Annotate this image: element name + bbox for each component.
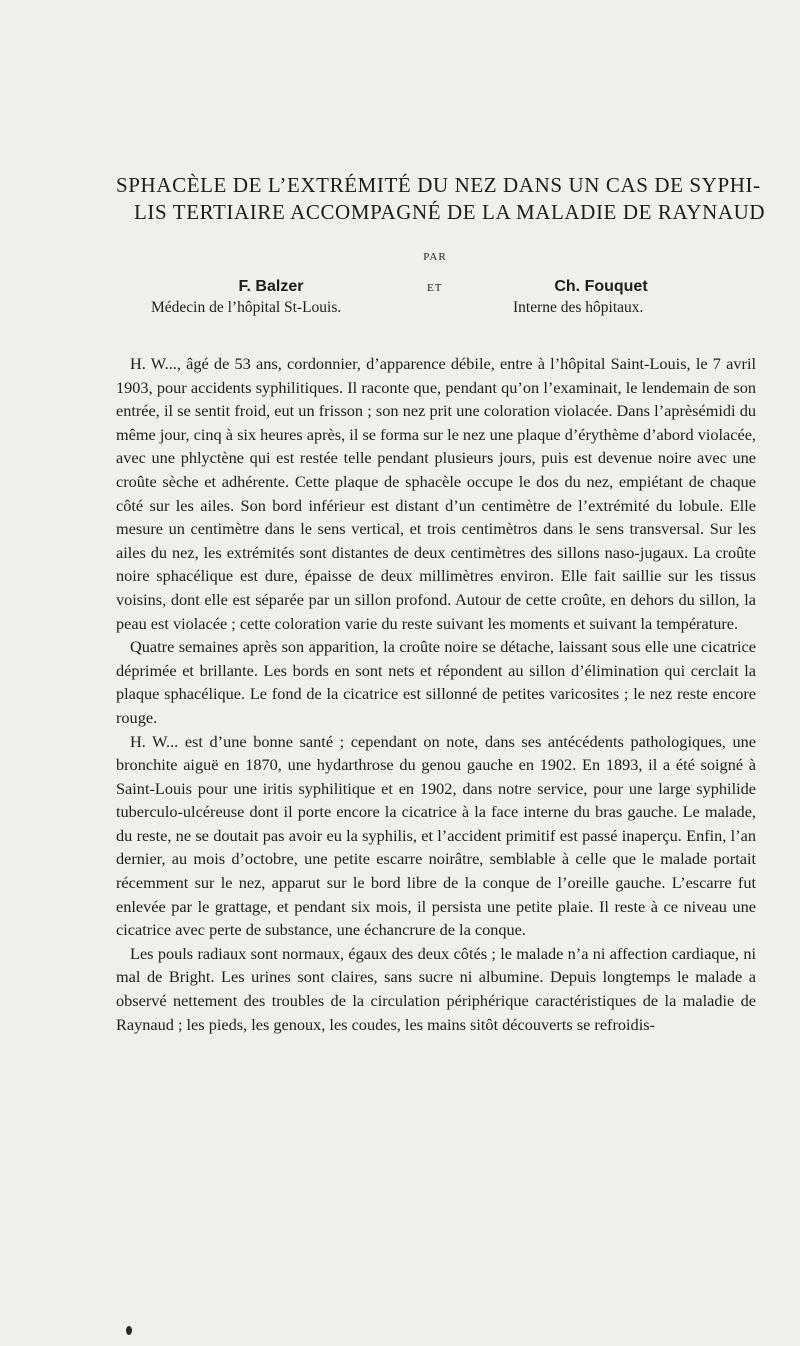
and-label: ET	[427, 282, 443, 294]
author-2-name: Ch. Fouquet	[554, 278, 648, 295]
paragraph: H. W... est d’une bonne santé ; cependant on note, dans ses antécédents pathologiques, une bronchite aiguë en 1870, une hydarthrose du genou gauche en 1902. En 1893, il a été soigné à Saint-Louis pour une iritis syphilitique et en 1902, dans notre service, pour une large syphilide tuberculo-ulcéreuse dont il porte encore la cicatrice à la face interne du bras gauche. Le malade, du reste, ne se doutait pas avoir eu la syphilis, et l’accident primitif est passé inaperçu. Enfin, l’an dernier, au mois d’octobre, une petite escarre noirâtre, semblable à celle que le malade portait récemment sur le nez, apparut sur le bord libre de la conque de l’oreille gauche. L’escarre fut enlevée par le grattage, et pendant six mois, il persista une petite plaie. Il reste à ce niveau une cicatrice avec perte de substance, une échancrure de la conque.	[116, 731, 756, 940]
author-1	[151, 278, 391, 317]
authors	[0, 278, 800, 322]
paragraph: Quatre semaines après son apparition, la croûte noire se détache, laissant sous elle une cicatrice déprimée et brillante. Les bords en sont nets et répondent au sillon d’élimination qui cerclait la plaque sphacélique. Le fond de la cicatrice est sillonné de petites varicosites ; le nez reste encore rouge.	[116, 637, 756, 727]
paragraph: Les pouls radiaux sont normaux, égaux des deux côtés ; le malade n’a ni affection cardiaque, ni mal de Bright. Les urines sont claires, sans sucre ni albumine. Depuis longtemps le malade a observé nettement des troubles de la circulation périphérique caractéristiques de la maladie de Raynaud ; les pieds, les genoux, les coudes, les mains sitôt découverts se refroidis-	[116, 943, 756, 1034]
title-line-1: SPHACÈLE DE L’EXTRÉMITÉ DU NEZ DANS UN CAS DE SYPHI-	[116, 173, 761, 197]
article-title	[116, 172, 766, 226]
page-mark	[126, 1326, 132, 1335]
author-1-name: F. Balzer	[238, 278, 304, 295]
by-label: PAR	[423, 251, 447, 263]
paragraph: H. W..., âgé de 53 ans, cordonnier, d’apparence débile, entre à l’hôpital Saint-Louis, le 7 avril 1903, pour accidents syphilitiques. Il raconte que, pendant qu’on l’examinait, le lendemain de son entrée, il se sentit froid, eut un frisson ; son nez prit une coloration violacée. Dans l’aprèsémidi du même jour, cinq à six heures après, il se forma sur le nez une plaque d’érythème d’abord violacée, avec une phlyctène qui est restée telle pendant plusieurs jours, puis est devenue noire avec une croûte sèche et adhérente. Cette plaque de sphacèle occupe le dos du nez, empiétant de chaque côté sur les ailes. Son bord inférieur est distant d’un centimètre de l’extrémité du lobule. Elle mesure un centimètre dans le sens vertical, et trois centimètros dans le sens transversal. Sur les ailes du nez, les extrémités sont distantes de deux centimètres des sillons naso-jugaux. La croûte noire sphacélique est dure, épaisse de deux millimètres environ. Elle fait saillie sur les tissus voisins, dont elle est séparée par un sillon profond. Autour de cette croûte, en dehors du sillon, la peau est violacée ; cette coloration varie du reste suivant les moments et suivant la température.	[116, 354, 756, 633]
author-1-role: Médecin de l’hôpital St-Louis.	[151, 299, 342, 316]
author-2-role: Interne des hôpitaux.	[513, 299, 644, 316]
article-body	[116, 352, 756, 1036]
author-2	[513, 278, 689, 317]
title-line-2: LIS TERTIAIRE ACCOMPAGNÉ DE LA MALADIE DE RAYNAUD	[134, 200, 766, 224]
